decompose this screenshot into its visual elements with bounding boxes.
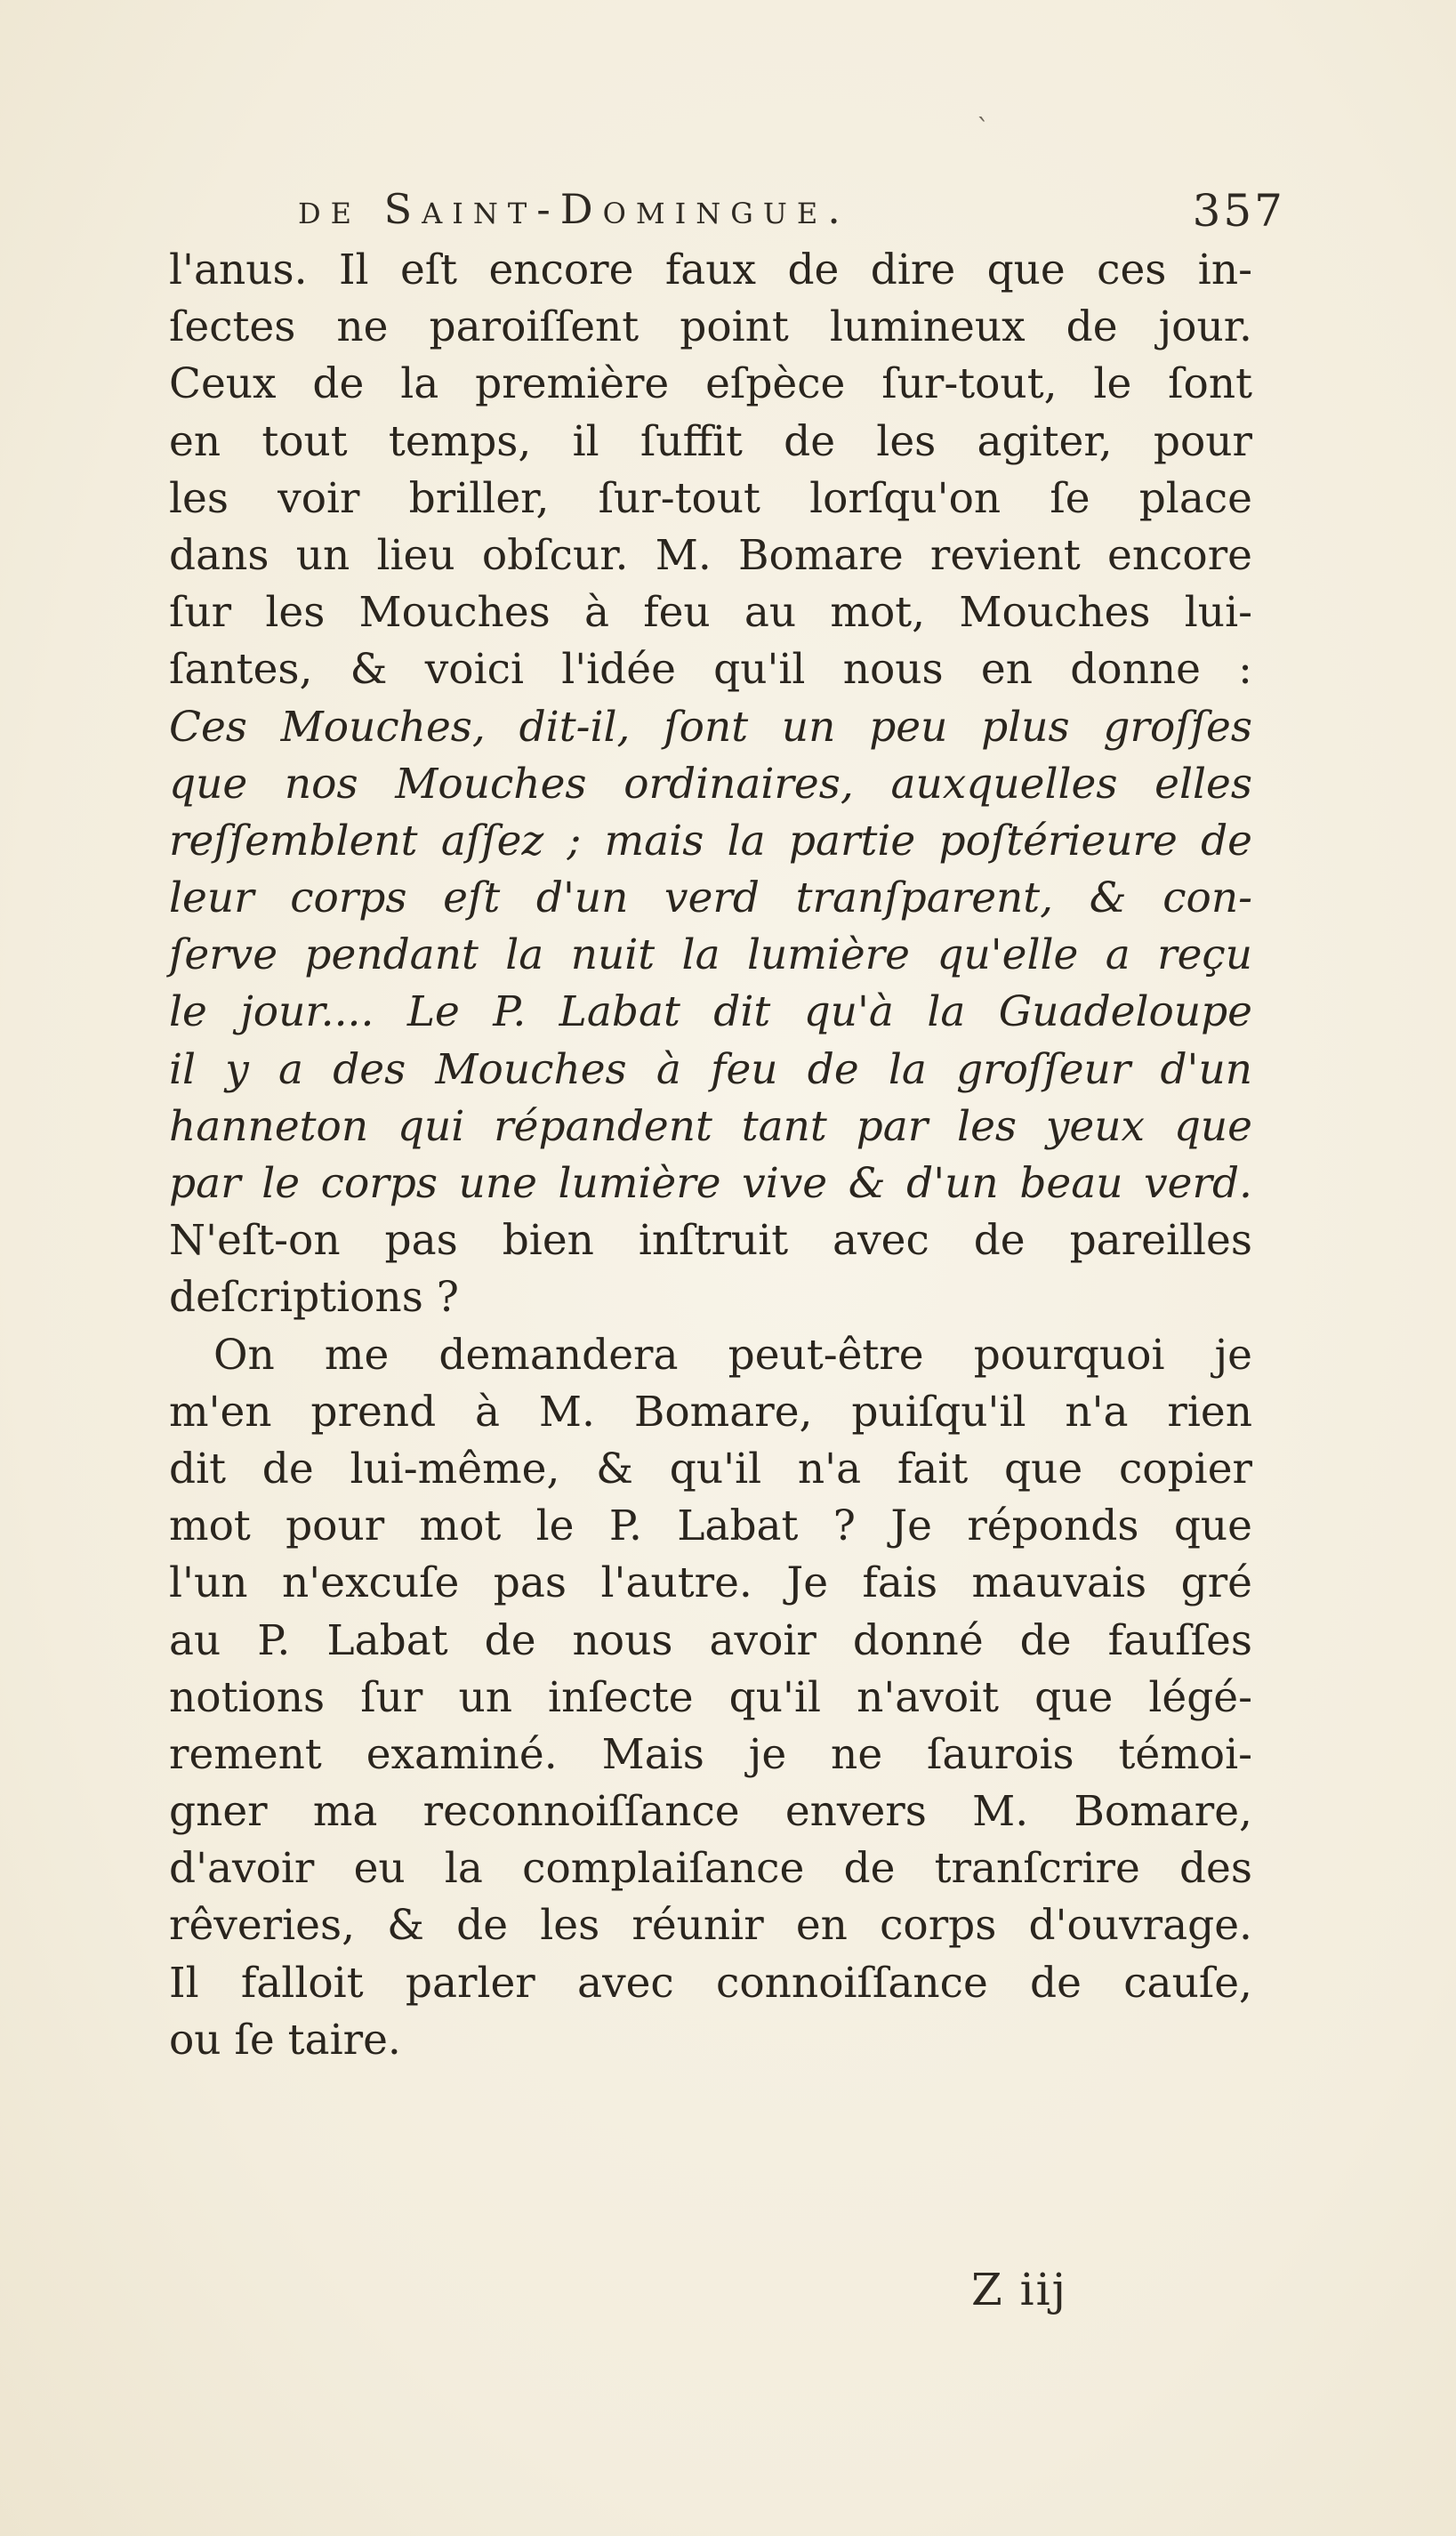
page-number: 357 [1192,185,1285,237]
quoted-line: par le corps une lumière vive & d'un beau verd. [169,1159,1252,1208]
text-line: Il falloit parler avec connoiſſance de cauſe, [169,1958,1252,2008]
text-line: ſectes ne paroiſſent point lumineux de jour. [169,302,1252,352]
quoted-line: leur corps eſt d'un verd tranſparent, & con- [169,874,1252,923]
text-line: N'eſt-on pas bien inſtruit avec de pareilles [169,1216,1252,1266]
text-line: ſantes, & voici l'idée qu'il nous en donne : [169,645,1252,695]
print-speck: ˋ [977,114,990,145]
quoted-line: Ces Mouches, dit-il, ſont un peu plus groſſes [169,702,1252,752]
text-line: Ceux de la première eſpèce ſur-tout, le ſont [169,359,1252,409]
text-line: en tout temps, il ſuffit de les agiter, pour [169,416,1252,466]
text-line: les voir briller, ſur-tout lorſqu'on ſe place [169,473,1252,523]
text-line: dans un lieu obſcur. M. Bomare revient encore [169,530,1252,580]
quoted-line: hanneton qui répandent tant par les yeux que [169,1101,1252,1151]
text-line: rêveries, & de les réunir en corps d'ouvrage. [169,1901,1252,1951]
text-line: deſcriptions ? [169,1273,459,1323]
text-line: l'un n'excuſe pas l'autre. Je fais mauvais gré [169,1558,1252,1608]
text-line: dit de lui-même, & qu'il n'a fait que copier [169,1444,1252,1493]
quoted-line: que nos Mouches ordinaires, auxquelles elles [169,759,1252,809]
quoted-line: le jour.... Le P. Labat dit qu'à la Guadeloupe [169,987,1252,1037]
text-line: l'anus. Il eſt encore faux de dire que ces in- [169,246,1252,294]
running-title: de Saint-Domingue. [298,185,850,233]
quoted-line: ſerve pendant la nuit la lumière qu'elle a reçu [169,930,1252,980]
running-header [173,169,1303,240]
text-line: m'en prend à M. Bomare, puiſqu'il n'a rien [169,1387,1252,1437]
text-line: ſur les Mouches à feu au mot, Mouches lui- [169,588,1252,638]
text-line: gner ma reconnoiſſance envers M. Bomare, [169,1787,1252,1837]
quoted-line: reſſemblent aſſez ; mais la partie poſtérieure de [169,816,1252,865]
quoted-line: il y a des Mouches à feu de la groſſeur d'un [169,1044,1252,1094]
text-line: mot pour mot le P. Labat ? Je réponds que [169,1501,1252,1551]
text-line: notions ſur un inſecte qu'il n'avoit que légé- [169,1672,1252,1722]
body-text [169,242,1252,2069]
signature-mark: Z iij [971,2264,1068,2315]
paragraph-start-line: On me demandera peut-être pourquoi je [213,1330,1252,1380]
text-line: rement examiné. Mais je ne ſaurois témoi- [169,1729,1252,1779]
text-line: d'avoir eu la complaiſance de tranſcrire des [169,1844,1252,1894]
text-line: ou ſe taire. [169,2015,401,2065]
text-line: au P. Labat de nous avoir donné de fauſſes [169,1615,1252,1665]
